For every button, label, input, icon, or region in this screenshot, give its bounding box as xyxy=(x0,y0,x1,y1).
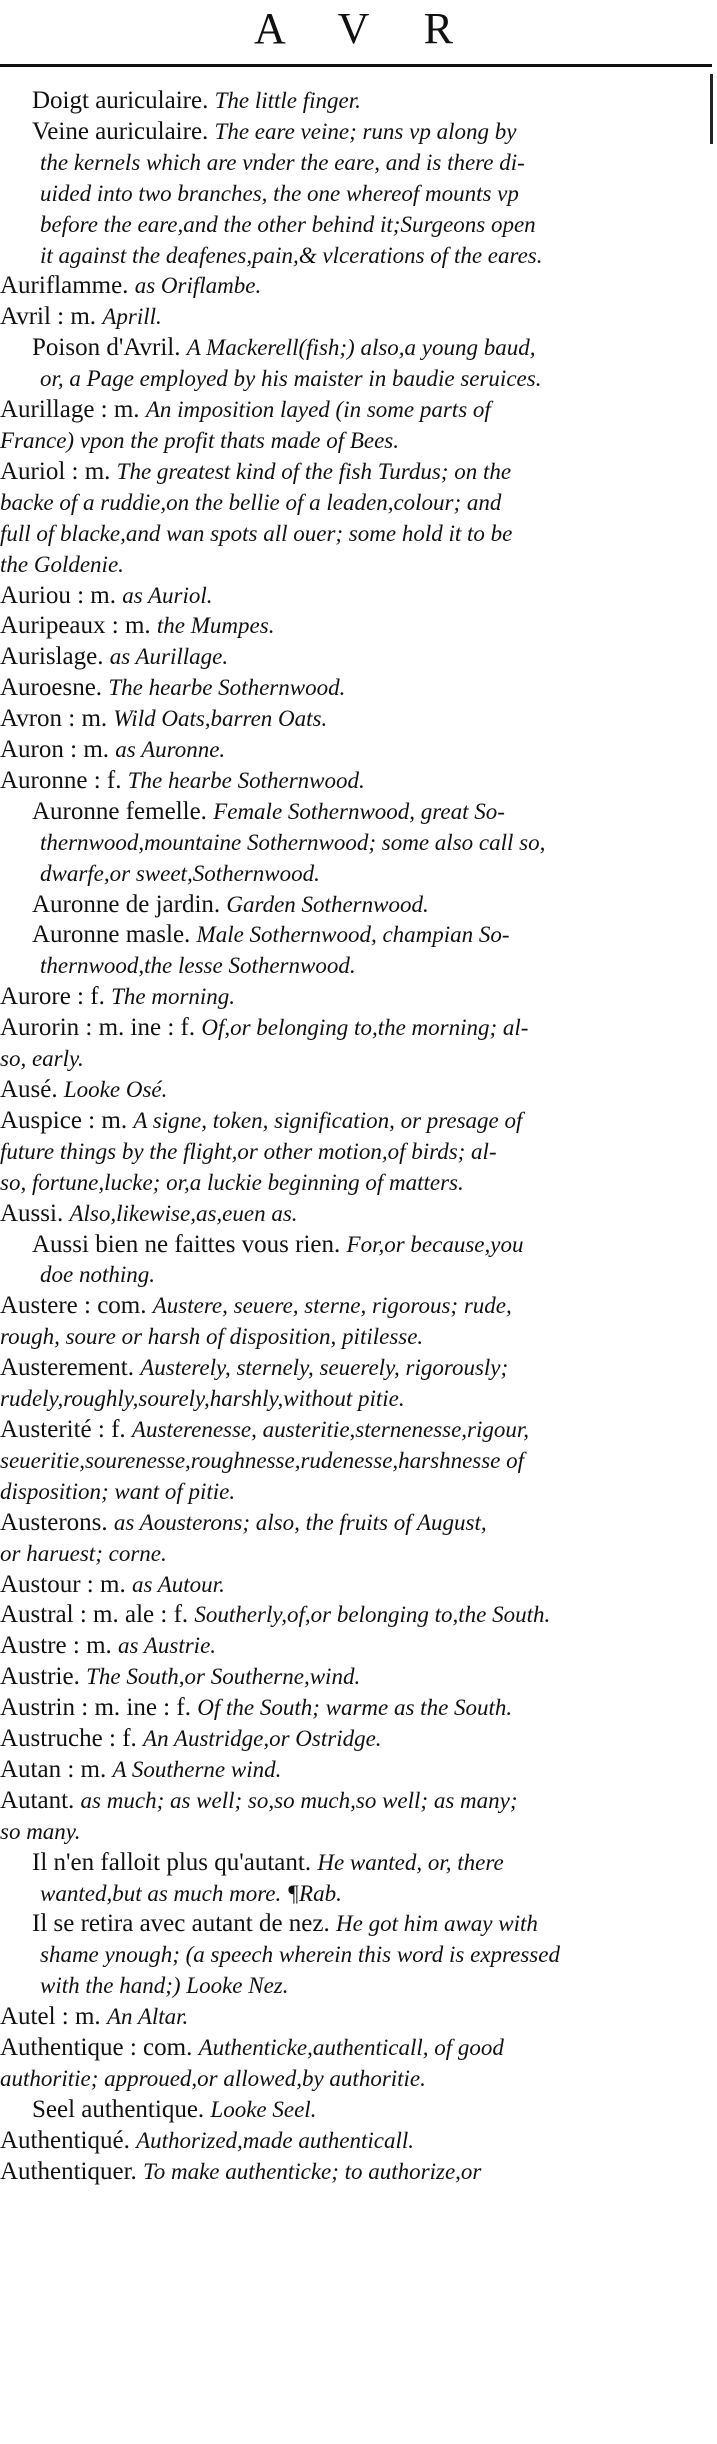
entry-continuation xyxy=(0,2064,700,2095)
headword: Austour : m. xyxy=(0,1570,126,1598)
headword: Aurillage : m. xyxy=(0,396,140,424)
entry-continuation xyxy=(0,1879,700,1910)
definition: To make authenticke; to authorize,or xyxy=(143,2158,482,2184)
definition: wanted,but as much more. ¶Rab. xyxy=(40,1880,342,1906)
headword: Avril : m. xyxy=(0,303,97,331)
headword: Ausé. xyxy=(0,1076,58,1103)
definition: as much; as well; so,so much,so well; as many; xyxy=(80,1787,518,1813)
definition: as Austrie. xyxy=(118,1633,217,1659)
definition: as Auriol. xyxy=(122,582,213,608)
entry-continuation xyxy=(0,241,700,272)
definition: The morning. xyxy=(111,984,236,1010)
dictionary-entry xyxy=(0,1755,700,1786)
definition: rough, soure or harsh of disposition, pitilesse. xyxy=(0,1324,424,1350)
margin-mark xyxy=(710,74,713,144)
dictionary-entry xyxy=(0,1724,700,1755)
dictionary-entry xyxy=(0,1415,700,1446)
headword: Aurore : f. xyxy=(0,983,105,1011)
headword: Autan : m. xyxy=(0,1755,107,1783)
dictionary-entry xyxy=(0,611,700,642)
headword: Aurorin : m. ine : f. xyxy=(0,1014,196,1042)
entry-continuation xyxy=(0,1384,700,1415)
definition: Aprill. xyxy=(102,304,162,330)
entry-continuation xyxy=(0,148,700,179)
definition: before the eare,and the other behind it;Surgeons open xyxy=(40,211,536,237)
entry-continuation xyxy=(0,1817,700,1848)
entry-continuation xyxy=(0,1940,700,1971)
headword: Auronne femelle. xyxy=(32,797,207,825)
definition: dwarfe,or sweet,Sothernwood. xyxy=(40,860,320,886)
definition: The little finger. xyxy=(214,88,361,113)
definition: An Austridge,or Ostridge. xyxy=(143,1726,382,1752)
dictionary-entry xyxy=(0,2033,700,2064)
dictionary-entry xyxy=(0,1786,700,1817)
headword: Auroesne. xyxy=(0,674,103,702)
entry-continuation xyxy=(0,1446,700,1477)
headword: Austrin : m. ine : f. xyxy=(0,1694,191,1722)
definition: rudely,roughly,sourely,harshly,without pitie. xyxy=(0,1386,405,1412)
headword: Austrie. xyxy=(0,1663,80,1691)
dictionary-entry xyxy=(0,1662,700,1693)
definition: full of blacke,and wan spots all ouer; some hold it to be xyxy=(0,520,513,546)
headword: Aussi bien ne faittes vous rien. xyxy=(32,1230,341,1258)
headword: Autel : m. xyxy=(0,2003,101,2031)
headword: Auriflamme. xyxy=(0,272,129,300)
dictionary-entry xyxy=(0,395,700,426)
definition: The hearbe Sothernwood. xyxy=(127,767,365,793)
definition: shame ynough; (a speech wherein this word is expressed xyxy=(40,1942,560,1968)
definition: as Aurillage. xyxy=(109,644,229,670)
headword: Auronne masle. xyxy=(32,921,191,949)
entry-continuation xyxy=(0,828,700,859)
headword: Austerement. xyxy=(0,1354,134,1382)
definition: as Auronne. xyxy=(115,737,226,763)
definition: Looke Seel. xyxy=(210,2096,317,2122)
dictionary-entry xyxy=(0,2126,700,2157)
dictionary-entry xyxy=(0,2002,700,2033)
definition: seueritie,sourenesse,roughnesse,rudenesse,harshnesse of xyxy=(0,1447,525,1473)
dictionary-entry xyxy=(0,1848,700,1879)
definition: future things by the flight,or other motion,of birds; al- xyxy=(0,1138,497,1164)
definition: as Autour. xyxy=(131,1571,225,1597)
definition: The eare veine; runs vp along by xyxy=(214,118,517,144)
headword: Veine auriculaire. xyxy=(32,117,209,145)
dictionary-entry xyxy=(0,333,700,364)
entry-continuation xyxy=(0,859,700,890)
headword: Aussi. xyxy=(0,1199,64,1227)
definition: the kernels which are vnder the eare, and is there di- xyxy=(40,149,525,175)
definition: thernwood,the lesse Sothernwood. xyxy=(40,953,356,979)
definition: uided into two branches, the one whereof mounts vp xyxy=(40,180,519,206)
definition: A Mackerell(fish;) also,a young baud, xyxy=(186,335,536,361)
definition: so, fortune,lucke; or,a luckie beginning of matters. xyxy=(0,1169,464,1195)
headword: Auspice : m. xyxy=(0,1106,128,1134)
entry-continuation xyxy=(0,1260,700,1291)
dictionary-entries xyxy=(0,86,700,2188)
header-rule xyxy=(0,64,712,67)
headword: Authentique : com. xyxy=(0,2034,193,2062)
definition: Looke Osé. xyxy=(63,1077,168,1102)
dictionary-entry xyxy=(0,86,700,117)
headword: Auronne : f. xyxy=(0,766,122,794)
dictionary-entry xyxy=(0,271,700,302)
entry-continuation xyxy=(0,210,700,241)
dictionary-entry xyxy=(0,982,700,1013)
dictionary-entry xyxy=(0,1106,700,1137)
definition: The South,or Southerne,wind. xyxy=(86,1664,361,1690)
entry-continuation xyxy=(0,1539,700,1570)
definition: Authorized,made authenticall. xyxy=(136,2127,414,2153)
definition: For,or because,you xyxy=(346,1231,524,1257)
definition: Also,likewise,as,euen as. xyxy=(69,1200,298,1226)
entry-continuation xyxy=(0,519,700,550)
dictionary-entry xyxy=(0,1075,700,1106)
definition: so, early. xyxy=(0,1046,84,1072)
definition: or haruest; corne. xyxy=(0,1540,167,1566)
definition: An Altar. xyxy=(106,2004,189,2030)
entry-continuation xyxy=(0,1322,700,1353)
definition: authoritie; approued,or allowed,by authoritie. xyxy=(0,2066,426,2091)
definition: as Aousterons; also, the fruits of August, xyxy=(113,1509,487,1535)
definition: Austere, seuere, sterne, rigorous; rude, xyxy=(152,1293,512,1319)
dictionary-entry xyxy=(0,1291,700,1322)
headword: Auriol : m. xyxy=(0,457,111,485)
dictionary-entry xyxy=(0,1199,700,1230)
definition: it against the deafenes,pain,& vlcerations of the eares. xyxy=(40,242,543,268)
headword: Auriou : m. xyxy=(0,581,116,609)
definition: doe nothing. xyxy=(40,1262,155,1288)
definition: A Southerne wind. xyxy=(112,1756,282,1782)
definition: Authenticke,authenticall, of good xyxy=(198,2035,504,2061)
dictionary-entry xyxy=(0,1909,700,1940)
dictionary-entry xyxy=(0,704,700,735)
dictionary-entry xyxy=(0,1631,700,1662)
entry-continuation xyxy=(0,364,700,395)
definition: Austerely, sternely, seuerely, rigorously; xyxy=(140,1355,509,1381)
definition: or, a Page employed by his maister in baudie seruices. xyxy=(40,366,542,392)
headword: Authentiqué. xyxy=(0,2126,130,2154)
dictionary-entry xyxy=(0,920,700,951)
dictionary-entry xyxy=(0,1693,700,1724)
definition: disposition; want of pitie. xyxy=(0,1478,236,1504)
dictionary-entry xyxy=(0,2095,700,2126)
entry-continuation xyxy=(0,1477,700,1508)
dictionary-entry xyxy=(0,1013,700,1044)
definition: He wanted, or, there xyxy=(317,1849,504,1875)
definition: Austerenesse, austeritie,sternenesse,rigour, xyxy=(131,1416,530,1442)
entry-continuation xyxy=(0,1168,700,1199)
headword: Auron : m. xyxy=(0,736,110,764)
dictionary-entry xyxy=(0,2157,700,2188)
dictionary-entry xyxy=(0,673,700,704)
dictionary-entry xyxy=(0,735,700,766)
headword: Austerons. xyxy=(0,1508,108,1536)
dictionary-entry xyxy=(0,1570,700,1601)
headword: Auripeaux : m. xyxy=(0,612,151,640)
definition: Southerly,of,or belonging to,the South. xyxy=(194,1602,551,1628)
dictionary-entry xyxy=(0,1230,700,1261)
headword: Auronne de jardin. xyxy=(32,890,221,918)
definition: Of,or belonging to,the morning; al- xyxy=(201,1015,529,1041)
entry-continuation xyxy=(0,951,700,982)
dictionary-entry xyxy=(0,1508,700,1539)
dictionary-entry xyxy=(0,457,700,488)
definition: thernwood,mountaine Sothernwood; some also call so, xyxy=(40,829,546,855)
headword: Authentiquer. xyxy=(0,2157,137,2185)
headword: Seel authentique. xyxy=(32,2095,205,2123)
headword: Doigt auriculaire. xyxy=(32,87,209,114)
headword: Austere : com. xyxy=(0,1292,147,1320)
dictionary-entry xyxy=(0,890,700,921)
definition: The hearbe Sothernwood. xyxy=(108,675,346,701)
headword: Austerité : f. xyxy=(0,1415,126,1443)
dictionary-entry xyxy=(0,1600,700,1631)
dictionary-entry xyxy=(0,117,700,148)
entry-continuation xyxy=(0,179,700,210)
entry-continuation xyxy=(0,1137,700,1168)
definition: the Mumpes. xyxy=(156,613,275,639)
definition: as Oriflambe. xyxy=(134,273,262,299)
definition: the Goldenie. xyxy=(0,551,124,577)
dictionary-entry xyxy=(0,581,700,612)
headword: Il se retira avec autant de nez. xyxy=(32,1910,330,1938)
dictionary-entry xyxy=(0,1353,700,1384)
entry-continuation xyxy=(0,550,700,581)
headword: Avron : m. xyxy=(0,705,108,733)
definition: He got him away with xyxy=(336,1911,538,1937)
dictionary-entry xyxy=(0,642,700,673)
page-header: A V R xyxy=(254,4,475,53)
headword: Autant. xyxy=(0,1786,75,1814)
headword: Austruche : f. xyxy=(0,1725,137,1753)
entry-continuation xyxy=(0,488,700,519)
entry-continuation xyxy=(0,1971,700,2002)
definition: The greatest kind of the fish Turdus; on the xyxy=(116,458,512,484)
definition: An imposition layed (in some parts of xyxy=(145,397,491,423)
definition: Of the South; warme as the South. xyxy=(197,1695,513,1721)
definition: France) vpon the profit thats made of Bees. xyxy=(0,427,400,453)
dictionary-entry xyxy=(0,797,700,828)
dictionary-entry xyxy=(0,302,700,333)
definition: Female Sothernwood, great So- xyxy=(213,798,505,824)
definition: A signe, token, signification, or presage of xyxy=(133,1107,523,1133)
definition: so many. xyxy=(0,1818,81,1844)
headword: Il n'en falloit plus qu'autant. xyxy=(32,1848,312,1876)
headword: Poison d'Avril. xyxy=(32,334,181,362)
headword: Austral : m. ale : f. xyxy=(0,1601,189,1629)
headword: Aurislage. xyxy=(0,643,104,671)
dictionary-entry xyxy=(0,766,700,797)
definition: Male Sothernwood, champian So- xyxy=(196,922,510,948)
definition: Wild Oats,barren Oats. xyxy=(113,706,328,732)
definition: Garden Sothernwood. xyxy=(226,891,429,917)
entry-continuation xyxy=(0,1044,700,1075)
definition: backe of a ruddie,on the bellie of a leaden,colour; and xyxy=(0,489,502,515)
headword: Austre : m. xyxy=(0,1632,112,1660)
entry-continuation xyxy=(0,426,700,457)
definition: with the hand;) Looke Nez. xyxy=(40,1973,289,1999)
